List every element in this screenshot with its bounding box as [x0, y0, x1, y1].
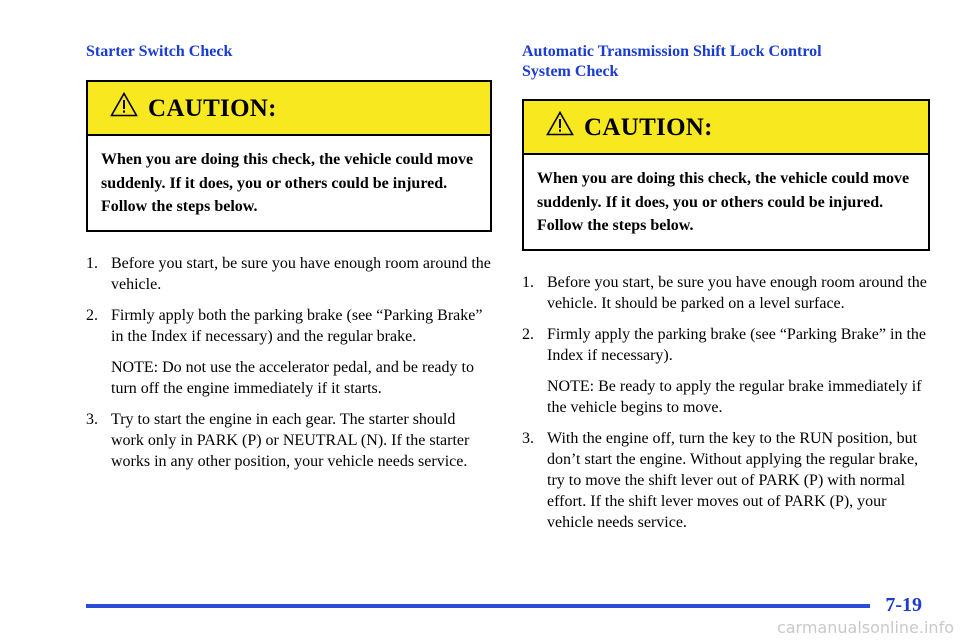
watermark: carmanualsonline.info [776, 618, 954, 637]
caution-header [524, 101, 928, 155]
footer-rule [86, 604, 870, 608]
list-item [86, 305, 492, 399]
section-title-starter-switch-check: Starter Switch Check [86, 43, 233, 60]
caution-box [522, 99, 930, 251]
caution-box [86, 80, 492, 232]
caution-text: When you are doing this check, the vehicle could move suddenly. If it does, you or others could be injured. Follow the steps below. [101, 151, 474, 215]
step-text: Firmly apply the parking brake (see “Parking Brake” in the Index if necessary). [547, 326, 926, 364]
warning-triangle-icon [110, 92, 138, 117]
step-text: Before you start, be sure you have enough room around the vehicle. It should be parked on a level surface. [547, 274, 927, 312]
warning-triangle-icon [546, 111, 574, 136]
caution-text: When you are doing this check, the vehicle could move suddenly. If it does, you or others could be injured. Follow the steps below. [537, 170, 910, 234]
list-item [86, 409, 492, 472]
step-number: 1. [86, 255, 98, 272]
step-number: 3. [522, 430, 534, 447]
caution-heading: CAUTION: [148, 95, 277, 122]
step-text: Try to start the engine in each gear. The starter should work only in PARK (P) or NEUTRAL (N). If the starter works in any other position, your vehicle needs service. [111, 411, 470, 470]
list-item [522, 324, 930, 418]
page-number: 7-19 [885, 594, 922, 616]
caution-header [88, 82, 490, 136]
step-number: 1. [522, 274, 534, 291]
list-item [522, 272, 930, 314]
list-item [522, 428, 930, 533]
section-title-shift-lock-check: Automatic Transmission Shift Lock Control System Check [522, 43, 822, 80]
step-note: NOTE: Do not use the accelerator pedal, and be ready to turn off the engine immediately if it starts. [111, 359, 474, 397]
step-number: 2. [86, 307, 98, 324]
caution-heading: CAUTION: [584, 114, 713, 141]
step-text: Firmly apply both the parking brake (see “Parking Brake” in the Index if necessary) and the regular brake. [111, 307, 483, 345]
step-text: Before you start, be sure you have enough room around the vehicle. [111, 255, 491, 293]
steps-list [86, 253, 492, 482]
list-item [86, 253, 492, 295]
steps-list [522, 272, 930, 543]
step-note: NOTE: Be ready to apply the regular brake immediately if the vehicle begins to move. [547, 378, 922, 416]
step-number: 2. [522, 326, 534, 343]
step-number: 3. [86, 411, 98, 428]
step-text: With the engine off, turn the key to the RUN position, but don’t start the engine. Without applying the regular brake, try to move the shift lever out of PARK (P) with normal effort. If the shift lever moves out of PARK (P), your vehicle needs service. [547, 430, 919, 531]
